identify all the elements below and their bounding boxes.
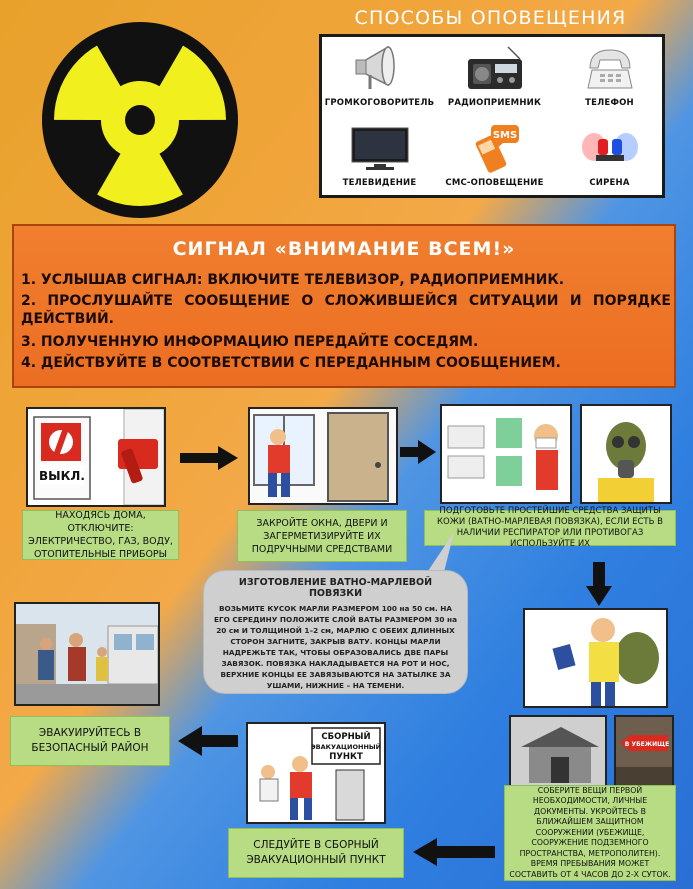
gauze-title: ИЗГОТОВЛЕНИЕ ВАТНО-МАРЛЕВОЙ ПОВЯЗКИ <box>238 577 433 599</box>
signal-step-1: 1. УСЛЫШАВ СИГНАЛ: ВКЛЮЧИТЕ ТЕЛЕВИЗОР, РАДИОПРИЕМНИК. <box>21 272 565 288</box>
go-to-point-caption: СЛЕДУЙТЕ В СБОРНЫЙ ЭВАКУАЦИОННЫЙ ПУНКТ <box>228 828 404 878</box>
sms-badge: SMS <box>492 130 517 141</box>
method-label: СМС-ОПОВЕЩЕНИЕ <box>445 178 544 188</box>
method-sms <box>437 121 552 188</box>
point-sign-line3: ПУНКТ <box>329 752 363 762</box>
signal-attention-panel <box>12 224 676 388</box>
method-label: ТЕЛЕФОН <box>585 98 634 108</box>
close-windows-caption: ЗАКРОЙТЕ ОКНА, ДВЕРИ И ЗАГЕРМЕТИЗИРУЙТЕ ИХ ПОДРУЧНЫМИ СРЕДСТВАМИ <box>237 510 407 562</box>
close-windows-picture <box>248 407 398 505</box>
shelter-sign-text: В УБЕЖИЩЕ <box>624 741 670 748</box>
shelter-picture <box>509 715 607 788</box>
notification-methods-panel <box>319 34 665 198</box>
method-siren <box>552 121 667 188</box>
signal-step-3: 3. ПОЛУЧЕННУЮ ИНФОРМАЦИЮ ПЕРЕДАЙТЕ СОСЕДЯМ. <box>21 334 479 350</box>
megaphone-icon <box>350 43 410 93</box>
point-sign-line2: ЭВАКУАЦИОННЫЙ <box>310 743 382 751</box>
evacuation-point-picture <box>246 722 386 824</box>
signal-step-2: 2. ПРОСЛУШАЙТЕ СООБЩЕНИЕ О СЛОЖИВШЕЙСЯ СИТУАЦИИ И ПОРЯДКЕ ДЕЙСТВИЙ. <box>21 293 671 327</box>
arrow-right-icon <box>400 440 436 464</box>
arrow-left-icon <box>413 838 495 866</box>
signal-step-4: 4. ДЕЙСТВУЙТЕ В СООТВЕТСТВИИ С ПЕРЕДАННЫМ СООБЩЕНИЕМ. <box>21 355 561 371</box>
arrow-down-icon <box>586 562 612 606</box>
gas-mask-picture <box>580 404 672 504</box>
method-label: ТЕЛЕВИДЕНИЕ <box>342 178 417 188</box>
method-phone <box>552 41 667 108</box>
protection-caption: ПОДГОТОВЬТЕ ПРОСТЕЙШИЕ СРЕДСТВА ЗАЩИТЫ КОЖИ (ВАТНО-МАРЛЕВАЯ ПОВЯЗКА), ЕСЛИ ЕСТЬ В НАЛИЧИИ РЕСПИРАТОР ИЛИ ПРОТИВОГАЗ ИСПОЛЬЗУЙТЕ ИХ <box>424 510 676 546</box>
method-label: РАДИОПРИЕМНИК <box>447 98 542 108</box>
method-tv <box>322 121 437 188</box>
evacuate-caption: ЭВАКУИРУЙТЕСЬ В БЕЗОПАСНЫЙ РАЙОН <box>10 716 170 766</box>
collect-things-picture <box>523 608 668 708</box>
phone-icon <box>582 44 638 92</box>
sms-phone-icon <box>467 123 523 173</box>
method-loudspeaker <box>322 41 437 108</box>
signal-title: СИГНАЛ «ВНИМАНИЕ ВСЕМ!» <box>172 238 516 260</box>
switch-off-picture <box>26 407 166 507</box>
arrow-left-icon <box>178 726 238 756</box>
shelter-sign-picture <box>614 715 674 788</box>
siren-icon <box>580 125 640 171</box>
method-radio <box>437 41 552 108</box>
tv-icon <box>348 124 412 172</box>
gauze-mask-picture <box>440 404 572 504</box>
switch-label: ВЫКЛ. <box>39 469 85 483</box>
collect-caption: СОБЕРИТЕ ВЕЩИ ПЕРВОЙ НЕОБХОДИМОСТИ, ЛИЧНЫЕ ДОКУМЕНТЫ. УКРОЙТЕСЬ В БЛИЖАЙШЕМ ЗАЩИТНОМ СООРУЖЕНИИ (УБЕЖИЩЕ, СООРУЖЕНИЕ ПОДЗЕМНОГО ПРОСТРАНСТВА, МЕТРОПОЛИТЕН). ВРЕМЯ ПРЕБЫВАНИЯ МОЖЕТ СОСТАВИТЬ ОТ 4 ЧАСОВ ДО 2-Х СУТОК. <box>504 785 676 881</box>
method-label: СИРЕНА <box>589 178 630 188</box>
radiation-hazard-icon <box>40 20 240 220</box>
turn-off-caption: НАХОДЯСЬ ДОМА, ОТКЛЮЧИТЕ: ЭЛЕКТРИЧЕСТВО, ГАЗ, ВОДУ, ОТОПИТЕЛЬНЫЕ ПРИБОРЫ <box>22 510 179 560</box>
gauze-text: ВОЗЬМИТЕ КУСОК МАРЛИ РАЗМЕРОМ 100 на 50 см. НА ЕГО СЕРЕДИНУ ПОЛОЖИТЕ СЛОЙ ВАТЫ РАЗМЕРОМ 30 на 20 см И ТОЛЩИНОЙ 1–2 см, МАРЛЮ С ОБЕИХ ДЛИННЫХ СТОРОН ЗАГНИТЕ, ЗАКРЫВ ВАТУ. КОНЦЫ МАРЛИ НАДРЕЖЬТЕ ТАК, ЧТОБЫ ОБРАЗОВАЛИСЬ ДВЕ ПАРЫ ЗАВЯЗОК. ПОВЯЗКА НАКЛАДЫВАЕТСЯ НА РОТ И НОС, ВЕРХНИЕ КОНЦЫ ЕЕ ЗАВЯЗЫВАЮТСЯ НА ЗАТЫЛКЕ ЗА УШАМИ, НИЖНИЕ – НА ТЕМЕНИ. <box>213 604 458 690</box>
radio-icon <box>464 45 526 91</box>
arrow-right-icon <box>180 446 238 470</box>
gauze-instructions-bubble <box>203 570 468 694</box>
evacuate-picture <box>14 602 160 706</box>
method-label: ГРОМКОГОВОРИТЕЛЬ <box>324 98 435 108</box>
methods-title: СПОСОБЫ ОПОВЕЩЕНИЯ <box>354 7 627 29</box>
point-sign-line1: СБОРНЫЙ <box>321 732 371 742</box>
